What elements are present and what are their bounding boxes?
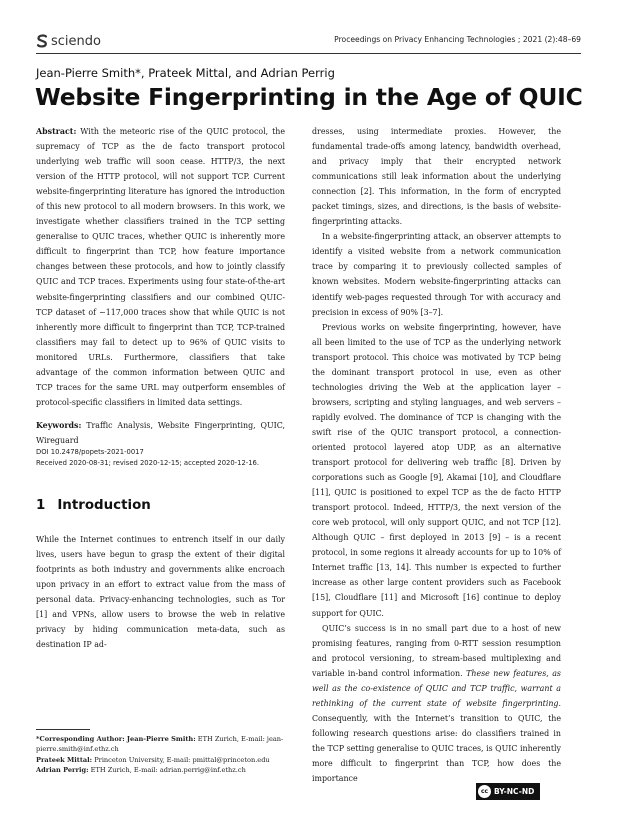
- doi: DOI 10.2478/popets-2021-0017: [36, 448, 144, 456]
- paper-authors: Jean-Pierre Smith*, Prateek Mittal, and Adrian Perrig: [36, 66, 335, 80]
- abstract-label: Abstract:: [36, 127, 77, 136]
- header-rule: [36, 53, 581, 54]
- footnote-rule: [36, 729, 90, 730]
- footnote: [36, 765, 285, 775]
- emphasized-text: These new features, as well as the co-existence of QUIC and TCP traffic, warrant a rethinking of the current state of website fingerprinting.: [312, 668, 561, 708]
- section-number: 1: [36, 498, 46, 513]
- paragraph-text: QUIC’s success is in no small part due to a host of new promising features, ranging from 0-RTT session resumption and protocol versioning, to stream-based multiplexing and variable in-band control information.: [312, 623, 561, 678]
- footnote-text: ETH Zurich, E-mail: jean-pierre.smith@inf.ethz.ch: [36, 735, 284, 754]
- abstract-column: [36, 124, 285, 448]
- footnote-author: *Corresponding Author: Jean-Pierre Smith:: [36, 735, 196, 743]
- license-label: BY-NC-ND: [494, 787, 535, 796]
- publisher-logo: [36, 32, 101, 50]
- footnote: [36, 755, 285, 765]
- section-title: Introduction: [57, 498, 151, 513]
- footnote-text: Princeton University, E-mail: pmittal@princeton.edu: [94, 755, 270, 764]
- body-paragraph: dresses, using intermediate proxies. However, the fundamental trade-offs among latency, bandwidth overhead, and privacy imply that their encrypted network communications still leak information about the underlying connection [2]. This information, in the form of encrypted packet timings, sizes, and directions, is the basis of website-fingerprinting attacks.: [312, 127, 561, 227]
- intro-paragraph: While the Internet continues to entrench itself in our daily lives, users have begun to grasp the extent of their digital footprints as both industry and governments alike encroach upon privacy in an effort to extract value from the mass of personal data. Privacy-enhancing technologies, such as Tor [1] and VPNs, allow users to browse the web in relative privacy by hiding communication meta-data, such as destination IP ad-: [36, 535, 285, 650]
- paper-title: Website Fingerprinting in the Age of QUIC: [35, 83, 583, 111]
- body-paragraph: In a website-fingerprinting attack, an observer attempts to identify a visited website from a network communication trace by comparing it to previously collected samples of known websites. Modern website-fingerprinting attacks can identify web-pages requested through Tor with accuracy and precision in excess of 90% [3–7].: [312, 232, 561, 317]
- keywords-label: Keywords:: [36, 420, 82, 430]
- history-dates: Received 2020-08-31; revised 2020-12-15; accepted 2020-12-16.: [36, 459, 260, 467]
- intro-left-column: [36, 532, 285, 652]
- body-paragraph: Previous works on website fingerprinting, however, have all been limited to the use of TCP as the underlying network transport protocol. This choice was motivated by TCP being the dominant transport protocol in use, even as other technologies driving the Web at the application layer – browsers, scripting and styling languages, and web servers – rapidly evolved. The dominance of TCP is changing with the swift rise of the QUIC transport protocol, a connection-oriented protocol layered atop UDP, as an alternative transport protocol for delivering web traffic [8]. Driven by corporations such as Google [9], Akamai [10], and Cloudflare [11], QUIC is positioned to expel TCP as the de facto HTTP transport protocol. Indeed, HTTP/3, the next version of the core web protocol, will only support QUIC, and not TCP [12]. Although QUIC – first deployed in 2013 [9] – is a recent protocol, in some regions it already accounts for up to 10% of Internet traffic [13, 14]. This number is expected to further increase as other large content providers such as Facebook [15], Cloudflare [11] and Microsoft [16] continue to deploy support for QUIC.: [312, 322, 561, 618]
- section-heading: [36, 498, 151, 513]
- footnote-author: Prateek Mittal:: [36, 755, 93, 764]
- abstract: [36, 124, 285, 410]
- footnote-text: ETH Zurich, E-mail: adrian.perrig@inf.ethz.ch: [90, 766, 246, 775]
- journal-reference: Proceedings on Privacy Enhancing Technologies ; 2021 (2):48–69: [334, 35, 581, 44]
- article-meta: [36, 447, 296, 469]
- footnote: [36, 734, 285, 755]
- abstract-text: With the meteoric rise of the QUIC protocol, the supremacy of TCP as the de facto transport protocol underlying web traffic will soon cease. HTTP/3, the next version of the HTTP protocol, will not support TCP. Current website-fingerprinting literature has ignored the introduction of this new protocol to all modern browsers. In this work, we investigate whether classifiers trained in the TCP setting generalise to QUIC traces, whether QUIC is inherently more difficult to fingerprint than TCP, how feature importance changes between these protocols, and how to jointly classify QUIC and TCP traces. Experiments using four state-of-the-art website-fingerprinting classifiers and our combined QUIC-TCP dataset of ∼117,000 traces show that while QUIC is not inherently more difficult to fingerprint than TCP, TCP-trained classifiers may fail to detect up to 96% of QUIC visits to monitored URLs. Furthermore, classifiers that take advantage of the common information between QUIC and TCP traces for the same URL may outperform ensembles of protocol-specific classifiers in limited data settings.: [36, 127, 285, 407]
- right-column: [312, 124, 561, 786]
- keywords: [36, 418, 285, 448]
- creative-commons-icon: cc: [478, 785, 491, 798]
- logo-text: sciendo: [51, 33, 101, 49]
- body-paragraph: [312, 621, 561, 787]
- cc-license-badge[interactable]: [476, 783, 540, 800]
- footnote-author: Adrian Perrig:: [36, 766, 89, 775]
- author-footnotes: [36, 734, 285, 776]
- paragraph-text: Consequently, with the Internet’s transition to QUIC, the following research questions arise: do classifiers trained in the TCP setting generalise to QUIC traces, is QUIC inherently more difficult to fingerprint than TCP, how does the importance: [312, 713, 561, 784]
- sciendo-logo-icon: [36, 34, 48, 48]
- keywords-text: Traffic Analysis, Website Fingerprinting, QUIC, Wireguard: [36, 420, 285, 445]
